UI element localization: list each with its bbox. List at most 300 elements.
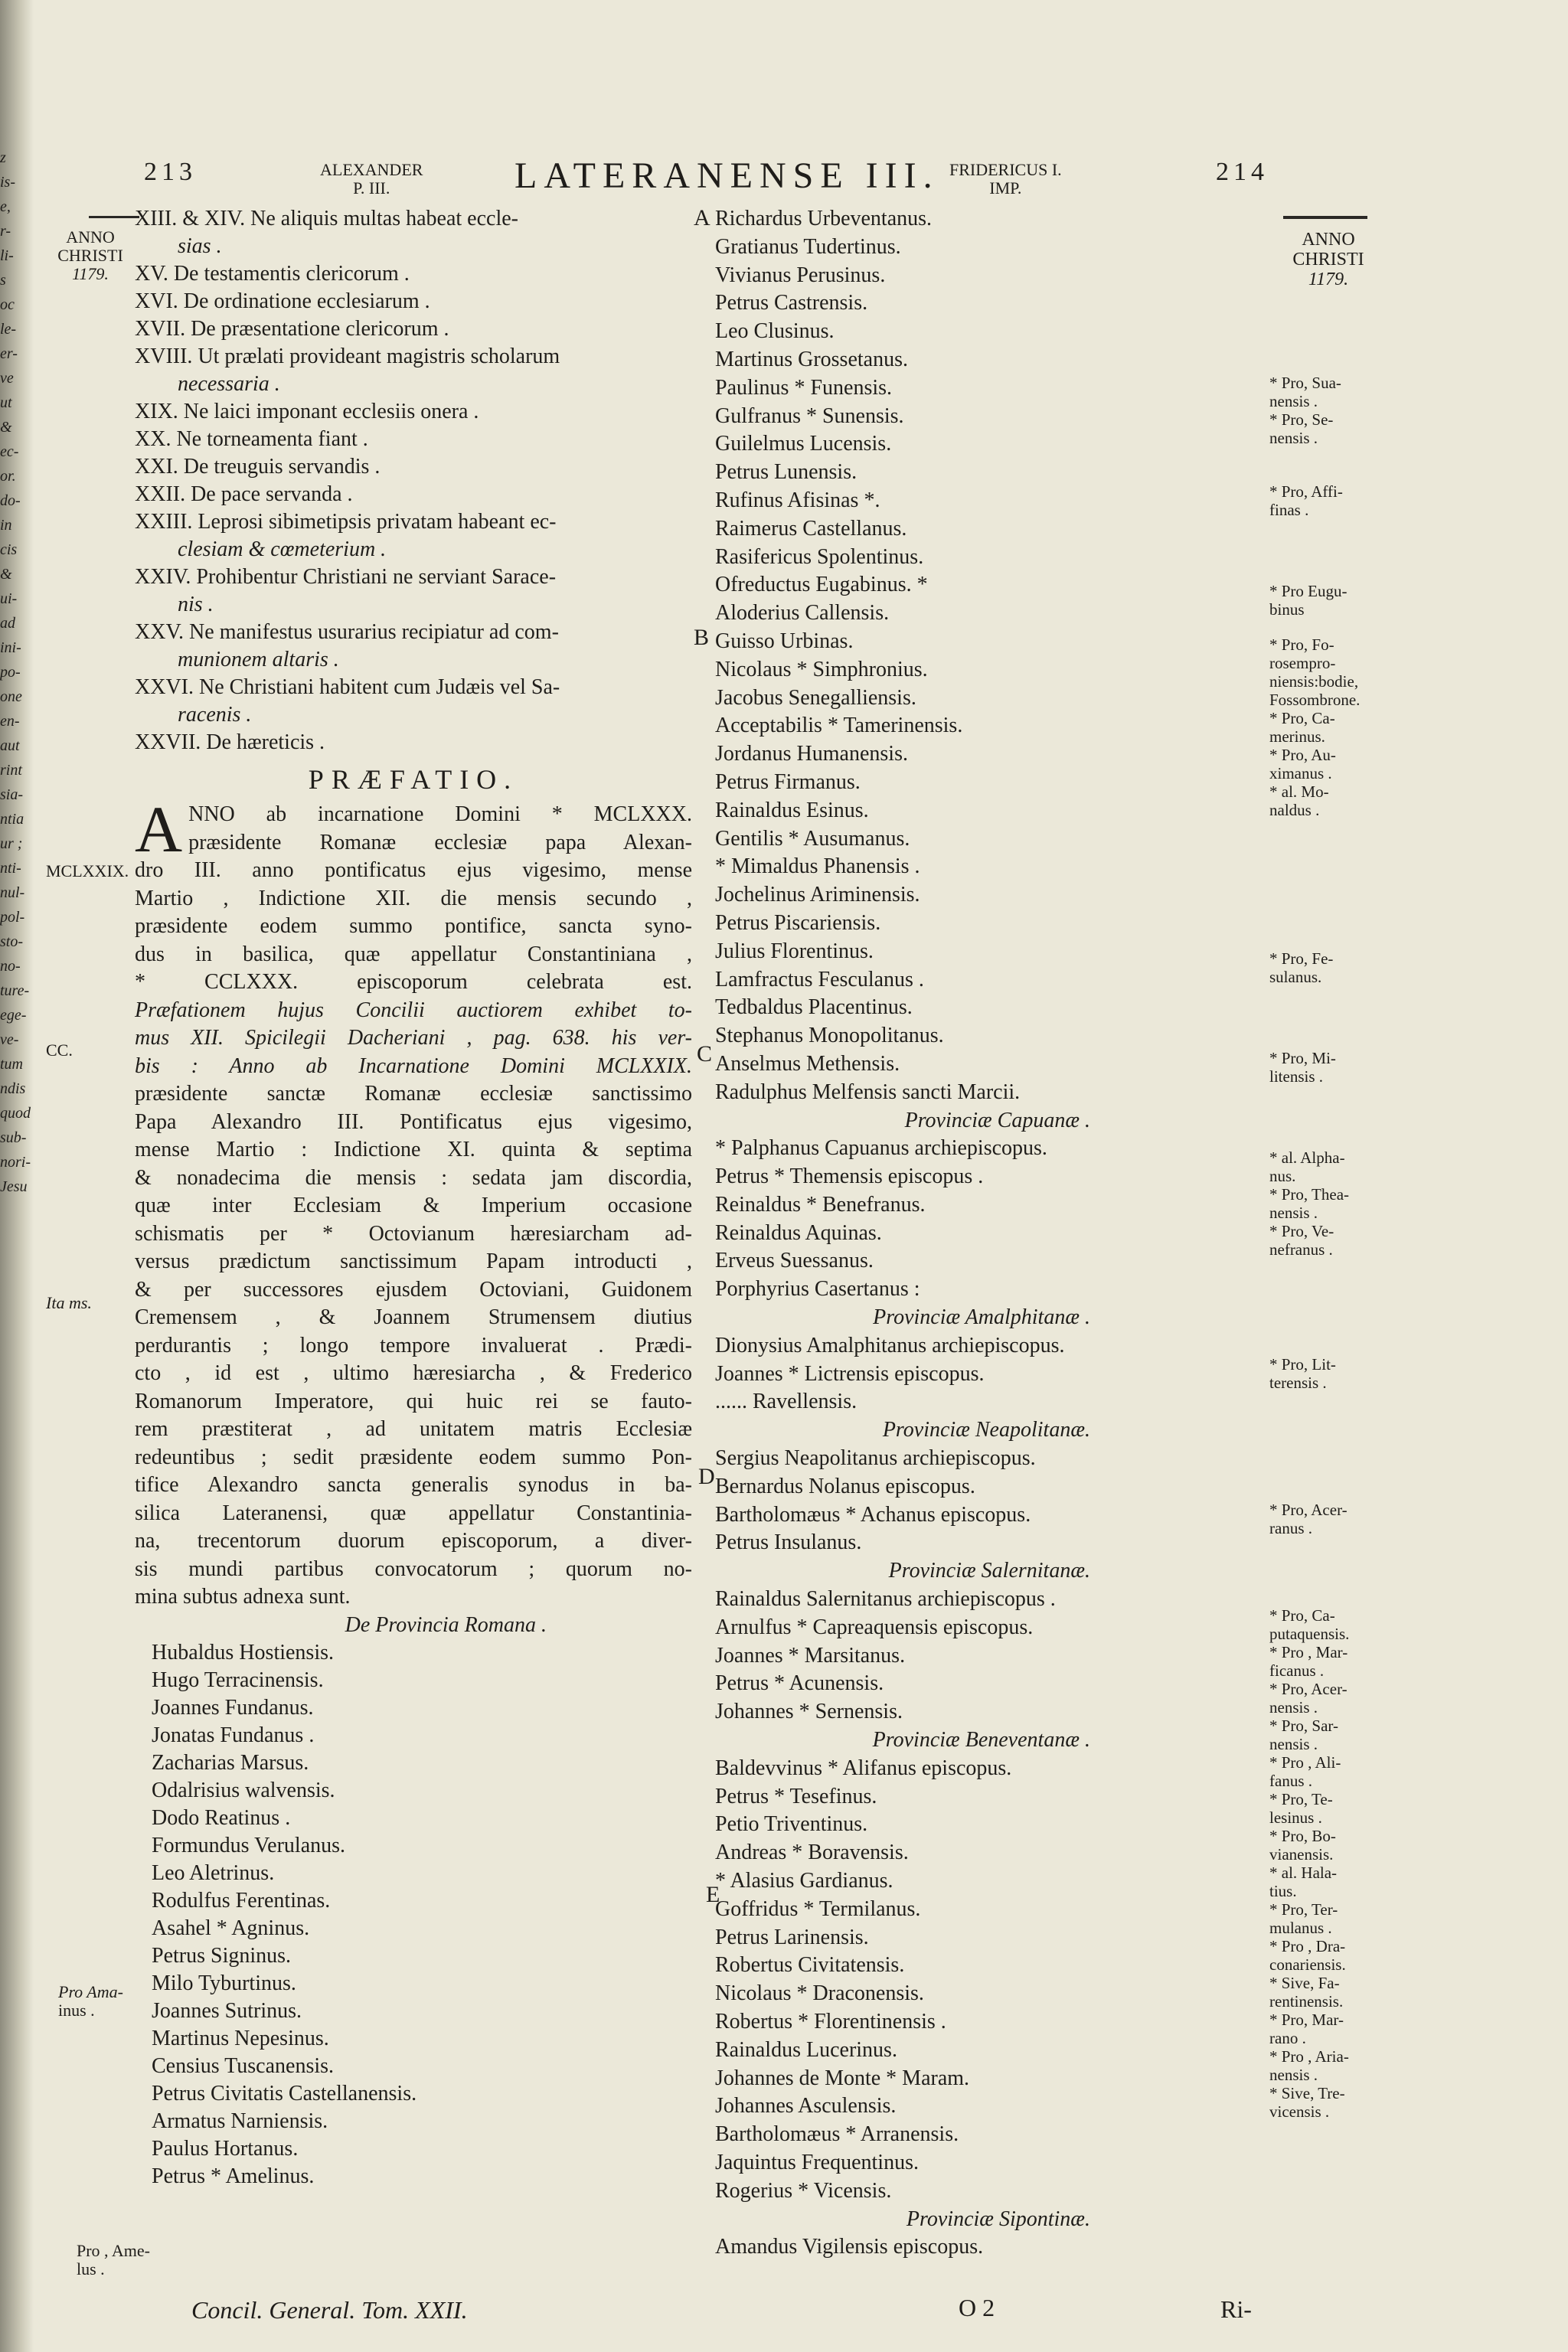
margin-note-line: * Pro, Mar- [1269, 2011, 1344, 2029]
margin-note-line: * Pro, Fo- [1269, 635, 1334, 654]
bishop-name: Rainaldus Lucerinus. [715, 2037, 897, 2062]
bishop-name: Bartholomæus * Arranensis. [715, 2122, 959, 2147]
bishop-name: Petrus * Tesefinus. [715, 1784, 877, 1808]
praefatio-line: Martio , Indictione XII. die mensis secundo , [135, 886, 692, 910]
province-heading: Provinciæ Salernitanæ. [888, 1559, 1090, 1583]
margin-note-right [1269, 1355, 1384, 1392]
prev-page-fragment: Jesu [0, 1178, 28, 1195]
bishop-name: Richardus Urbeventanus. [715, 207, 933, 230]
anno-christi-right [1279, 230, 1378, 289]
previous-page-strip [0, 145, 47, 1199]
section-letter-b: B [694, 625, 710, 650]
page-title: LATERANENSE III. [514, 155, 939, 196]
footer-signature: Concil. General. Tom. XXII. [191, 2296, 468, 2324]
margin-note-right [1269, 1606, 1384, 2121]
bishop-name: Goffridus * Termilanus. [715, 1896, 921, 1921]
margin-note-date: MCLXXIX. [46, 861, 129, 880]
running-head-left-line: ALEXANDER [320, 160, 423, 179]
margin-note-line: * Pro , Dra- [1269, 1937, 1346, 1955]
bishop-name: Petrus Piscariensis. [715, 910, 881, 935]
margin-note-line: ximanus . [1269, 764, 1332, 782]
margin-note-line: * Pro, Sar- [1269, 1717, 1338, 1735]
bishop-name: Dionysius Amalphitanus archiepiscopus. [715, 1333, 1065, 1357]
margin-note-line: Pro , Ame- [77, 2241, 150, 2260]
bishop-name: Zacharias Marsus. [152, 1750, 309, 1775]
margin-note-line: * Pro, Thea- [1269, 1185, 1350, 1204]
running-head-left [320, 161, 423, 198]
bishop-name: Stephanus Monopolitanus. [715, 1024, 944, 1048]
margin-note-line: tius. [1269, 1882, 1297, 1900]
margin-note-line: * al. Mo- [1269, 782, 1329, 801]
margin-note-line: * Pro, Ve- [1269, 1222, 1334, 1240]
gathering-mark: O 2 [959, 2294, 995, 2321]
margin-note-line: * Pro, Acer- [1269, 1501, 1348, 1519]
praefatio-line: mense Martio : Indictione XI. quinta & septima [135, 1138, 692, 1161]
bishop-name: Ofreductus Eugabinus. * [715, 573, 928, 597]
prev-page-fragment: is- [0, 174, 15, 191]
praefatio-line: dus in basilica, quæ appellatur Constantiniana , [135, 942, 692, 966]
bishop-name: Martinus Grossetanus. [715, 347, 908, 371]
praefatio-line: mina subtus adnexa sunt. [135, 1585, 351, 1609]
bishop-name: Arnulfus * Capreaquensis episcopus. [715, 1615, 1034, 1639]
bishop-name: Gratianus Tudertinus. [715, 234, 901, 259]
section-letter-a: A [694, 205, 710, 230]
bishop-name: Milo Tyburtinus. [152, 1971, 296, 1995]
capitula-item: XXI. De treuguis servandis . [135, 455, 381, 479]
prev-page-fragment: in [0, 517, 12, 534]
bishop-name: Rogerius * Vicensis. [715, 2178, 892, 2203]
bishop-name: Raimerus Castellanus. [715, 516, 907, 541]
prev-page-fragment: pol- [0, 909, 25, 926]
margin-note-line: finas . [1269, 501, 1309, 519]
margin-note-line: rosempro- [1269, 654, 1336, 672]
margin-note-right [1269, 1049, 1384, 1086]
bishop-name: Hugo Terracinensis. [152, 1668, 324, 1692]
margin-note-right [1269, 635, 1384, 819]
margin-note-line: rano . [1269, 2029, 1306, 2047]
praefatio-line: versus prædictum sanctissimum Papam introducti , [135, 1250, 692, 1273]
margin-note-line: * Pro Eugu- [1269, 582, 1348, 600]
praefatio-line: præsidente Romanæ ecclesiæ papa Alexan- [188, 830, 692, 854]
bishop-name: Porphyrius Casertanus : [715, 1277, 920, 1302]
prev-page-fragment: ui- [0, 590, 18, 607]
bishop-name: Jochelinus Ariminensis. [715, 883, 920, 907]
praefatio-line: Cremensem , & Joannem Strumensem diutius [135, 1305, 692, 1329]
margin-note-line: * Pro, Ca- [1269, 709, 1335, 727]
praefatio-line: rem præstiterat , ad unitatem matris Ecclesiæ [135, 1417, 692, 1441]
bishop-name: Amandus Vigilensis episcopus. [715, 2235, 984, 2259]
margin-note-line: lesinus . [1269, 1808, 1322, 1827]
prev-page-fragment: ege- [0, 1007, 27, 1024]
prev-page-fragment: ut [0, 394, 12, 411]
praefatio-line: mus XII. Spicilegii Dacheriani , pag. 638. his ver- [135, 1026, 692, 1050]
bishop-name: Sergius Neapolitanus archiepiscopus. [715, 1446, 1036, 1471]
folio-right: 214 [1216, 158, 1269, 186]
margin-note-line: nensis . [1269, 429, 1318, 447]
margin-note-line: * Pro, Sua- [1269, 374, 1341, 392]
margin-note-line: nensis . [1269, 1698, 1318, 1717]
anno-christi-left [51, 228, 130, 283]
bishop-name: * Alasius Gardianus. [715, 1869, 893, 1893]
margin-note-line: rentinensis. [1269, 1992, 1344, 2011]
bishop-name: Robertus * Florentinensis . [715, 2010, 946, 2034]
bishop-name: Martinus Nepesinus. [152, 2026, 329, 2050]
bishop-name: Petrus Firmanus. [715, 769, 861, 794]
capitula-item: XIII. & XIV. Ne aliquis multas habeat eccle- [135, 207, 518, 230]
bishop-name: Anselmus Methensis. [715, 1051, 900, 1076]
bishop-name: Petrus * Acunensis. [715, 1671, 884, 1696]
bishop-name: Gentilis * Ausumanus. [715, 826, 910, 851]
bishop-name: Julius Florentinus. [715, 939, 874, 963]
running-head-right-line: IMP. [989, 178, 1022, 198]
capitula-item: necessaria . [178, 372, 280, 396]
praefatio-line: NNO ab incarnatione Domini * MCLXXX. [188, 802, 692, 826]
margin-note-right [1269, 949, 1384, 986]
bishop-name: Johannes Asculensis. [715, 2094, 897, 2118]
praefatio-heading: PRÆFATIO. [308, 764, 519, 795]
prev-page-fragment: po- [0, 664, 21, 681]
bishop-name: Erveus Suessanus. [715, 1249, 874, 1273]
bishop-name: Joannes Fundanus. [152, 1695, 314, 1720]
margin-note-line: * Pro, Mi- [1269, 1049, 1336, 1067]
prev-page-fragment: rint [0, 762, 22, 779]
prev-page-fragment: z [0, 149, 6, 166]
praefatio-line: & nonadecima die mensis : sedata jam discordia, [135, 1165, 692, 1190]
margin-note-right [1269, 1148, 1384, 1259]
bishop-name: Rainaldus Esinus. [715, 798, 869, 822]
margin-note-line: * Pro, Se- [1269, 410, 1334, 429]
province-heading: Provinciæ Amalphitanæ . [873, 1305, 1090, 1330]
margin-note-line: conariensis. [1269, 1955, 1346, 1974]
prev-page-fragment: ndis [0, 1080, 26, 1097]
bishop-name: Joannes * Lictrensis episcopus. [715, 1361, 985, 1386]
prev-page-fragment: ur ; [0, 835, 23, 852]
margin-note-line: nensis . [1269, 2066, 1318, 2084]
section-letter-d: D [698, 1464, 715, 1489]
margin-note-line: * Sive, Tre- [1269, 2084, 1345, 2102]
prev-page-fragment: er- [0, 345, 18, 362]
capitula-list [135, 205, 692, 756]
prev-page-fragment: nul- [0, 884, 25, 901]
capitula-item: XXVI. Ne Christiani habitent cum Judæis vel Sa- [135, 675, 560, 699]
prev-page-fragment: r- [0, 223, 11, 240]
margin-note-line: mulanus . [1269, 1919, 1332, 1937]
bishop-name: Petio Triventinus. [715, 1812, 868, 1837]
prev-page-fragment: ve [0, 370, 14, 387]
prev-page-fragment: or. [0, 468, 16, 485]
margin-note-line: putaquensis. [1269, 1625, 1350, 1643]
bishop-name: Johannes * Sernensis. [715, 1700, 903, 1724]
praefatio-line: præsidente sanctæ Romanæ ecclesiæ sanctissimo [135, 1082, 692, 1106]
capitula-item: XX. Ne torneamenta fiant . [135, 427, 368, 451]
bishop-name: Petrus Lunensis. [715, 460, 858, 485]
prev-page-fragment: nori- [0, 1154, 31, 1171]
praefatio-line: dro III. anno pontificatus ejus vigesimo, mense [135, 858, 692, 882]
praefatio-line: schismatis per * Octovianum hæresiarcham ad- [135, 1221, 692, 1246]
anno-line: CHRISTI [1292, 250, 1364, 270]
margin-note-line: niensis:bodie, [1269, 672, 1359, 691]
margin-note-line: * Pro, Ca- [1269, 1606, 1335, 1625]
capitula-item: XV. De testamentis clericorum . [135, 262, 410, 286]
praefatio-line: bis : Anno ab Incarnatione Domini MCLXXIX. [135, 1054, 692, 1078]
margin-note-line: * Pro , Ali- [1269, 1753, 1341, 1772]
bishop-name: Jonatas Fundanus . [152, 1723, 315, 1747]
praefatio-line: Papa Alexandro III. Pontificatus ejus vigesimo, [135, 1109, 692, 1134]
rule-left [89, 216, 139, 218]
praefatio-line: & per successores ejusdem Octoviani, Guidonem [135, 1277, 692, 1302]
anno-line: ANNO [1302, 230, 1355, 250]
prev-page-fragment: tum [0, 1056, 23, 1073]
margin-note-ame [77, 2242, 150, 2278]
prev-page-fragment: nti- [0, 860, 21, 877]
bishop-name: Odalrisius walvensis. [152, 1778, 335, 1802]
bishop-name: Petrus Castrensis. [715, 291, 868, 315]
margin-note-line: * Pro, Ter- [1269, 1900, 1338, 1919]
left-column [135, 205, 692, 2190]
margin-note-line: * Pro, Lit- [1269, 1355, 1336, 1374]
margin-note-right [1269, 374, 1384, 447]
prev-page-fragment: one [0, 688, 22, 705]
capitula-item: sias . [178, 234, 222, 258]
margin-note-line: nensis . [1269, 1735, 1318, 1753]
margin-note-line: * Pro, Bo- [1269, 1827, 1336, 1845]
anno-line: ANNO [66, 227, 115, 247]
bishop-name: Aloderius Callensis. [715, 601, 890, 626]
prev-page-fragment: li- [0, 247, 14, 264]
province-heading: Provinciæ Sipontinæ. [906, 2207, 1090, 2231]
capitula-item: XVII. De præsentatione clericorum . [135, 317, 449, 341]
bishop-name: Formundus Verulanus. [152, 1833, 346, 1857]
margin-note-line: fanus . [1269, 1772, 1312, 1790]
bishop-name: Guisso Urbinas. [715, 629, 854, 653]
bishop-name: Bernardus Nolanus episcopus. [715, 1474, 975, 1498]
margin-note-line: * Pro, Te- [1269, 1790, 1333, 1808]
anno-line: CHRISTI [57, 246, 123, 265]
capitula-item: XXII. De pace servanda . [135, 482, 353, 506]
capitula-item: XXIV. Prohibentur Christiani ne serviant Sarace- [135, 565, 557, 589]
capitula-item: nis . [178, 593, 214, 616]
margin-note-line: vianensis. [1269, 1845, 1334, 1864]
capitula-item: munionem altaris . [178, 648, 339, 671]
margin-note-right [1269, 482, 1384, 519]
bishop-name: Reinaldus * Benefranus. [715, 1192, 926, 1217]
bishop-name: Petrus Larinensis. [715, 1925, 869, 1949]
prev-page-fragment: quod [0, 1105, 31, 1122]
prev-page-fragment: sub- [0, 1129, 27, 1146]
margin-note-line: sulanus. [1269, 968, 1322, 986]
bishop-list-left [135, 1639, 692, 2190]
bishop-name: Paulinus * Funensis. [715, 375, 893, 400]
margin-note-line: litensis . [1269, 1067, 1324, 1086]
bishop-name: Rodulfus Ferentinas. [152, 1888, 331, 1913]
bishop-name: Petrus Insulanus. [715, 1530, 862, 1555]
capitula-item: XXVII. De hæreticis . [135, 730, 325, 754]
margin-note-cc: CC. [46, 1040, 73, 1060]
bishop-name: Lamfractus Fesculanus . [715, 967, 924, 991]
section-letter-e: E [706, 1882, 720, 1907]
margin-note-line: * Pro, Fe- [1269, 949, 1334, 968]
bishop-name: Bartholomæus * Achanus episcopus. [715, 1502, 1031, 1527]
province-heading: Provinciæ Capuanæ . [904, 1108, 1090, 1132]
margin-note-line: Fossombrone. [1269, 691, 1361, 709]
bishop-name: Guilelmus Lucensis. [715, 432, 892, 456]
running-head-right-line: FRIDERICUS I. [949, 160, 1062, 179]
bishop-name: Reinaldus Aquinas. [715, 1220, 882, 1245]
margin-note-line: * Pro, Au- [1269, 746, 1336, 764]
margin-note-ama [58, 1983, 123, 2020]
prev-page-fragment: sto- [0, 933, 23, 950]
capitula-item: XXIII. Leprosi sibimetipsis privatam habeant ec- [135, 510, 557, 534]
right-column [715, 205, 1190, 2262]
prev-page-fragment: ture- [0, 982, 30, 999]
praefatio-line: præsidente eodem summo pontifice, sancta syno- [135, 914, 692, 938]
prev-page-fragment: no- [0, 958, 21, 975]
anno-line: 1179. [72, 264, 109, 283]
margin-note-right [1269, 582, 1384, 619]
bishop-name: Acceptabilis * Tamerinensis. [715, 714, 963, 738]
margin-note-line: ranus . [1269, 1519, 1312, 1537]
province-heading: Provinciæ Beneventanæ . [872, 1728, 1090, 1753]
bishop-name: Johannes de Monte * Maram. [715, 2066, 970, 2090]
praefatio-line: na, trecentorum duorum episcoporum, a diver- [135, 1529, 692, 1553]
prev-page-fragment: s [0, 272, 6, 289]
praefatio-line: sis mundi partibus convocatorum ; quorum no- [135, 1557, 692, 1581]
capitula-item: clesiam & cœmeterium . [178, 537, 387, 561]
margin-note-line: nensis . [1269, 1204, 1318, 1222]
bishop-name: Censius Tuscanensis. [152, 2053, 335, 2078]
province-heading: De Provincia Romana . [345, 1612, 547, 1637]
bishop-name: Andreas * Boravensis. [715, 1841, 909, 1865]
province-heading: Provinciæ Neapolitanæ. [882, 1418, 1090, 1442]
bishop-name: Hubaldus Hostiensis. [152, 1640, 334, 1664]
margin-note-line: naldus . [1269, 801, 1320, 819]
prev-page-fragment: ad [0, 615, 15, 632]
margin-note-ita: Ita ms. [46, 1293, 92, 1312]
margin-note-line: binus [1269, 600, 1305, 619]
margin-note-line: * Pro, Acer- [1269, 1680, 1348, 1698]
bishop-name: Joannes Sutrinus. [152, 1998, 302, 2023]
praefatio-line: cto , id est , ultimo hæresiarcha , & Frederico [135, 1361, 692, 1385]
prev-page-fragment: en- [0, 713, 20, 730]
margin-note-line: lus . [77, 2259, 105, 2278]
margin-note-right [1269, 1501, 1384, 1537]
margin-note-line: nus. [1269, 1167, 1296, 1185]
praefatio-line: Romanorum Imperatore, qui huic rei se fauto- [135, 1389, 692, 1413]
capitula-item: XIX. Ne laici imponant ecclesiis onera . [135, 400, 479, 423]
margin-note-line: * Pro , Mar- [1269, 1643, 1348, 1661]
rule-right [1283, 216, 1367, 219]
margin-note-line: * Pro, Affi- [1269, 482, 1343, 501]
drop-cap: A [135, 792, 183, 866]
bishop-name: Petrus * Themensis episcopus . [715, 1165, 984, 1189]
prev-page-fragment: cis [0, 541, 18, 558]
bishop-name: Robertus Civitatensis. [715, 1953, 905, 1978]
prev-page-fragment: sia- [0, 786, 23, 803]
praefatio-text [135, 792, 692, 1612]
prev-page-fragment: do- [0, 492, 21, 509]
margin-note-line: vicensis . [1269, 2102, 1330, 2121]
section-letter-c: C [697, 1041, 713, 1067]
prev-page-fragment: ve- [0, 1031, 19, 1048]
catchword: Ri- [1220, 2295, 1252, 2323]
bishop-name: Rufinus Afisinas *. [715, 488, 880, 512]
bishop-name: Leo Clusinus. [715, 319, 835, 344]
bishop-name: Asahel * Agninus. [152, 1916, 310, 1940]
bishop-name: Armatus Narniensis. [152, 2109, 328, 2133]
prev-page-fragment: oc [0, 296, 15, 313]
bishop-name: Vivianus Perusinus. [715, 263, 886, 287]
bishop-name: Dodo Reatinus . [152, 1805, 291, 1830]
running-head-right [949, 161, 1062, 198]
prev-page-fragment: aut [0, 737, 20, 754]
margin-note-line: * Sive, Fa- [1269, 1974, 1340, 1992]
capitula-item: XXV. Ne manifestus usurarius recipiatur ad com- [135, 620, 559, 644]
prev-page-fragment: ini- [0, 639, 21, 656]
bishop-name: Jacobus Senegalliensis. [715, 685, 916, 710]
bishop-name: Nicolaus * Draconensis. [715, 1981, 924, 2006]
margin-note-line: merinus. [1269, 727, 1325, 746]
praefatio-line: Præfationem hujus Concilii auctiorem exhibet to- [135, 998, 692, 1022]
prev-page-fragment: ntia [0, 811, 24, 828]
bishop-name: Tedbaldus Placentinus. [715, 995, 913, 1020]
praefatio-line: tifice Alexandro sancta generalis synodus in ba- [135, 1473, 692, 1497]
bishop-name: Rainaldus Salernitanus archiepiscopus . [715, 1587, 1056, 1612]
bishop-name: Radulphus Melfensis sancti Marcii. [715, 1080, 1021, 1104]
margin-note-line: inus . [58, 2001, 95, 2020]
margin-note-line: Pro Ama- [58, 1982, 123, 2001]
bishop-name: Petrus * Amelinus. [152, 2164, 315, 2188]
bishop-name: * Mimaldus Phanensis . [715, 854, 920, 879]
bishop-name: ...... Ravellensis. [715, 1390, 858, 1414]
bishop-name: Gulfranus * Sunensis. [715, 403, 904, 428]
margin-note-line: terensis . [1269, 1374, 1327, 1392]
prev-page-fragment: & [0, 419, 12, 436]
margin-note-line: nefranus . [1269, 1240, 1333, 1259]
praefatio-line: redeuntibus ; sedit præsidente eodem summo Pon- [135, 1445, 692, 1469]
bishop-name: Petrus Signinus. [152, 1943, 292, 1968]
bishop-name: * Palphanus Capuanus archiepiscopus. [715, 1136, 1047, 1161]
bishop-name: Jordanus Humanensis. [715, 742, 908, 766]
praefatio-line: silica Lateranensi, quæ appellatur Constantinia- [135, 1501, 692, 1525]
prev-page-fragment: e, [0, 198, 11, 215]
capitula-item: XVIII. Ut prælati provideant magistris scholarum [135, 345, 560, 368]
bishop-name: Jaquintus Frequentinus. [715, 2150, 919, 2174]
running-head-left-line: P. III. [353, 178, 390, 198]
margin-note-line: ficanus . [1269, 1661, 1325, 1680]
bishop-name: Nicolaus * Simphronius. [715, 657, 928, 681]
margin-note-line: * al. Alpha- [1269, 1148, 1345, 1167]
praefatio-line: * CCLXXX. episcoporum celebrata est. [135, 970, 692, 994]
bishop-name: Leo Aletrinus. [152, 1860, 275, 1885]
folio-left: 213 [144, 158, 197, 186]
bishop-name: Petrus Civitatis Castellanensis. [152, 2081, 417, 2105]
bishop-name: Paulus Hortanus. [152, 2136, 299, 2161]
prev-page-fragment: ec- [0, 443, 19, 460]
bishop-name: Joannes * Marsitanus. [715, 1643, 906, 1668]
capitula-item: XVI. De ordinatione ecclesiarum . [135, 289, 430, 313]
margin-note-line: * Pro , Aria- [1269, 2047, 1349, 2066]
margin-note-line: * al. Hala- [1269, 1864, 1338, 1882]
anno-line: 1179. [1308, 270, 1349, 289]
bishop-name: Baldevvinus * Alifanus episcopus. [715, 1756, 1012, 1780]
praefatio-line: perdurantis ; longo tempore invaluerat . Prædi- [135, 1333, 692, 1357]
praefatio-line: quæ inter Ecclesiam & Imperium occasione [135, 1194, 692, 1217]
capitula-item: racenis . [178, 703, 252, 727]
prev-page-fragment: & [0, 566, 12, 583]
bishop-name: Rasifericus Spolentinus. [715, 544, 924, 569]
margin-note-line: nensis . [1269, 392, 1318, 410]
prev-page-fragment: le- [0, 321, 17, 338]
